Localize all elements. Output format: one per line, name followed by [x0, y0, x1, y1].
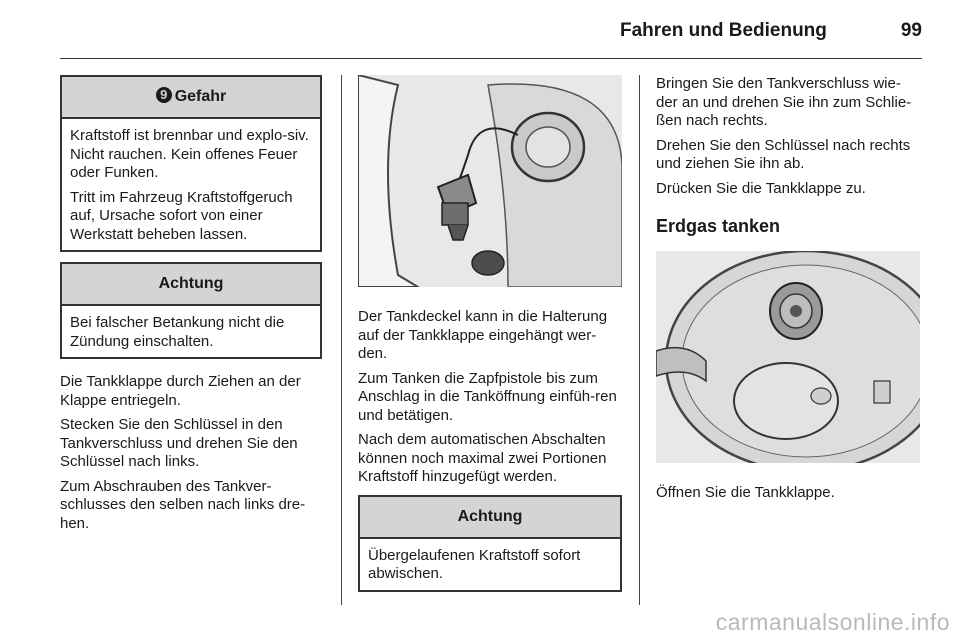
col1-body [60, 373, 322, 533]
cng-filler-figure [656, 251, 920, 463]
paragraph: Stecken Sie den Schlüssel in den Tankverschluss und drehen Sie den Schlüssel nach links. [60, 416, 298, 470]
danger-symbol-icon: 9 [156, 87, 172, 103]
caution-box-1 [60, 262, 322, 359]
paragraph: Öffnen Sie die Tankklappe. [656, 484, 835, 501]
paragraph: Der Tankdeckel kann in die Halterung auf der Tankklappe eingehängt wer-den. [358, 308, 608, 362]
paragraph: Bringen Sie den Tankverschluss wie-der an und drehen Sie ihn zum Schlie-ßen nach rechts. [656, 75, 912, 129]
caution-box-1-header: Achtung [62, 264, 320, 306]
paragraph: Nach dem automatischen Abschalten können noch maximal zwei Portionen Kraftstoff hinzugefügt werden. [358, 431, 607, 485]
caution-box-2 [358, 495, 622, 592]
page-title: Fahren und Bedienung [620, 20, 827, 41]
watermark: carmanualsonline.info [715, 609, 950, 635]
danger-box-body [62, 119, 320, 250]
column-1 [60, 75, 322, 539]
column-3 [656, 75, 922, 509]
paragraph: Drücken Sie die Tankklappe zu. [656, 179, 866, 197]
caution-text-2: Übergelaufenen Kraftstoff sofort abwischen. [368, 546, 581, 582]
caution-box-1-body [62, 306, 320, 357]
danger-text-2: Tritt im Fahrzeug Kraftstoffgeruch auf, Ursache sofort von einer Werkstatt beheben lassen. [70, 188, 293, 243]
column-divider-2 [639, 75, 640, 605]
section-heading: Erdgas tanken [656, 216, 781, 236]
caution-box-2-header: Achtung [360, 497, 620, 539]
paragraph: Die Tankklappe durch Ziehen an der Klappe entriegeln. [60, 373, 301, 409]
caution-box-2-body [360, 539, 620, 590]
page-number: 99 [900, 20, 922, 41]
paragraph: Zum Abschrauben des Tankver-schlusses den selben nach links dre-hen. [60, 477, 306, 532]
danger-box [60, 75, 322, 252]
column-2 [358, 75, 622, 592]
paragraph: Zum Tanken die Zapfpistole bis zum Anschlag in die Tanköffnung einfüh-ren und betätigen. [358, 369, 617, 424]
header-rule [60, 58, 922, 59]
caution-text-1: Bei falscher Betankung nicht die Zündung einschalten. [70, 314, 285, 350]
danger-box-header [62, 77, 320, 119]
paragraph: Drehen Sie den Schlüssel nach rechts und ziehen Sie ihn ab. [656, 136, 911, 172]
column-divider-1 [341, 75, 342, 605]
col2-body [358, 308, 622, 487]
fuel-cap-figure [358, 75, 622, 287]
danger-box-title: Gefahr [174, 88, 227, 105]
danger-text-1: Kraftstoff ist brennbar und explo-siv. Nicht rauchen. Kein offenes Feuer oder Funken. [70, 127, 309, 181]
